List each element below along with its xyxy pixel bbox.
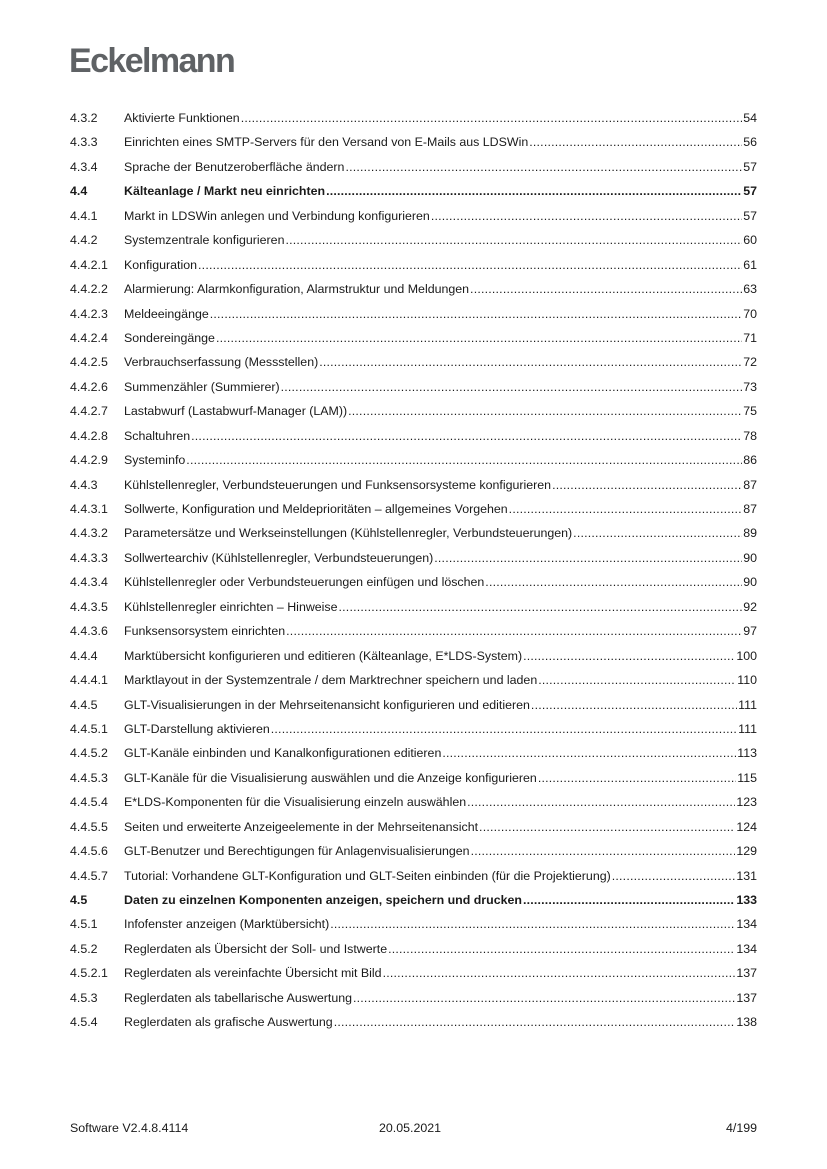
- toc-entry[interactable]: [70, 989, 757, 1013]
- toc-section-title[interactable]: Lastabwurf (Lastabwurf-Manager (LAM)): [124, 404, 348, 419]
- toc-dot-leader: [210, 305, 742, 324]
- toc-section-number: 4.4.5.6: [70, 844, 108, 859]
- toc-section-title[interactable]: Reglerdaten als vereinfachte Übersicht mit Bild: [124, 966, 382, 981]
- toc-entry[interactable]: [70, 109, 757, 133]
- toc-entry[interactable]: [70, 549, 757, 573]
- toc-entry[interactable]: [70, 915, 757, 939]
- toc-section-number: 4.4.5: [70, 697, 98, 712]
- toc-section-number: 4.4.2.6: [70, 379, 108, 394]
- toc-entry[interactable]: [70, 158, 757, 182]
- toc-section-title[interactable]: Reglerdaten als Übersicht der Soll- und Istwerte: [124, 941, 388, 956]
- toc-dot-leader: [442, 744, 736, 763]
- toc-entry[interactable]: [70, 793, 757, 817]
- footer-date: 20.05.2021: [379, 1121, 442, 1135]
- toc-section-title[interactable]: Kühlstellenregler oder Verbundsteuerungen einfügen und löschen: [124, 575, 485, 590]
- toc-section-title[interactable]: Meldeeingänge: [124, 306, 209, 321]
- toc-section-title[interactable]: Seiten und erweiterte Anzeigeelemente in der Mehrseitenansicht: [124, 819, 479, 834]
- toc-entry[interactable]: [70, 451, 757, 475]
- toc-entry[interactable]: [70, 720, 757, 744]
- toc-section-number: 4.4.2.5: [70, 355, 108, 370]
- table-of-contents: [70, 109, 757, 1038]
- toc-section-number: 4.3.2: [70, 111, 98, 125]
- toc-page-number[interactable]: 100: [736, 648, 757, 663]
- toc-page-number[interactable]: 90: [743, 575, 757, 590]
- toc-section-number: 4.4.1: [70, 208, 98, 223]
- toc-section-title[interactable]: Infofenster anzeigen (Marktübersicht): [124, 917, 330, 932]
- toc-dot-leader: [531, 696, 737, 715]
- toc-entry[interactable]: [70, 769, 757, 793]
- toc-page-number[interactable]: 78: [743, 428, 757, 443]
- toc-page-number[interactable]: 131: [736, 868, 757, 883]
- toc-page-number[interactable]: 54: [743, 111, 757, 125]
- toc-entry[interactable]: [70, 671, 757, 695]
- toc-section-number: 4.4.3: [70, 477, 98, 492]
- toc-section-title[interactable]: Kälteanlage / Markt neu einrichten: [124, 184, 326, 199]
- toc-entry[interactable]: [70, 305, 757, 329]
- toc-dot-leader: [523, 647, 735, 666]
- toc-page-number[interactable]: 137: [736, 990, 757, 1005]
- toc-section-number: 4.4.5.1: [70, 721, 108, 736]
- toc-section-number: 4.5.1: [70, 917, 98, 932]
- toc-section-number: 4.4.2.7: [70, 404, 108, 419]
- toc-entry[interactable]: [70, 1013, 757, 1037]
- toc-dot-leader: [552, 476, 742, 495]
- toc-section-title[interactable]: E*LDS-Komponenten für die Visualisierung einzeln auswählen: [124, 795, 467, 810]
- toc-entry[interactable]: [70, 280, 757, 304]
- toc-entry[interactable]: [70, 182, 757, 206]
- toc-entry[interactable]: [70, 256, 757, 280]
- toc-dot-leader: [191, 427, 742, 446]
- toc-section-number: 4.4.4.1: [70, 673, 108, 688]
- toc-section-number: 4.4.5.3: [70, 770, 108, 785]
- toc-dot-leader: [330, 915, 735, 934]
- toc-page-number[interactable]: 134: [736, 941, 757, 956]
- toc-entry[interactable]: [70, 891, 757, 915]
- toc-section-title[interactable]: Systeminfo: [124, 453, 186, 468]
- toc-dot-leader: [198, 256, 742, 275]
- toc-entry[interactable]: [70, 378, 757, 402]
- toc-dot-leader: [471, 842, 736, 861]
- toc-entry[interactable]: [70, 964, 757, 988]
- toc-section-number: 4.4.2.2: [70, 282, 108, 297]
- toc-section-title[interactable]: Marktlayout in der Systemzentrale / dem Marktrechner speichern und laden: [124, 673, 538, 688]
- toc-dot-leader: [345, 158, 742, 177]
- toc-section-number: 4.4.5.7: [70, 868, 108, 883]
- toc-section-number: 4.5.3: [70, 990, 98, 1005]
- toc-section-title[interactable]: GLT-Visualisierungen in der Mehrseitenansicht konfigurieren und editieren: [124, 697, 530, 712]
- toc-page-number[interactable]: 71: [743, 330, 757, 345]
- toc-page-number[interactable]: 113: [737, 746, 757, 761]
- toc-dot-leader: [431, 207, 742, 226]
- toc-section-title[interactable]: Markt in LDSWin anlegen und Verbindung konfigurieren: [124, 208, 430, 223]
- toc-entry[interactable]: [70, 329, 757, 353]
- toc-section-number: 4.4: [70, 184, 88, 199]
- toc-page-number[interactable]: 56: [743, 135, 757, 150]
- toc-dot-leader: [216, 329, 742, 348]
- toc-page-number[interactable]: 115: [737, 770, 757, 785]
- toc-entry[interactable]: [70, 500, 757, 524]
- toc-dot-leader: [538, 769, 736, 788]
- toc-page-number[interactable]: 87: [743, 502, 757, 516]
- toc-entry[interactable]: [70, 867, 757, 891]
- toc-section-number: 4.4.2.4: [70, 330, 108, 345]
- eckelmann-logo: Eckelmann: [69, 42, 235, 80]
- toc-section-number: 4.4.5.2: [70, 746, 108, 761]
- toc-section-number: 4.4.3.2: [70, 526, 108, 541]
- toc-entry[interactable]: [70, 622, 757, 646]
- toc-section-title[interactable]: Sollwertearchiv (Kühlstellenregler, Verbundsteuerungen): [124, 550, 434, 565]
- toc-section-title[interactable]: Sondereingänge: [124, 330, 215, 345]
- toc-page-number[interactable]: 72: [743, 355, 757, 370]
- toc-section-title[interactable]: Alarmierung: Alarmkonfiguration, Alarmstruktur und Meldungen: [124, 282, 470, 297]
- toc-section-number: 4.4.3.6: [70, 624, 108, 639]
- toc-section-title[interactable]: Summenzähler (Summierer): [124, 379, 280, 394]
- toc-page-number[interactable]: 75: [743, 404, 757, 419]
- toc-section-title[interactable]: Systemzentrale konfigurieren: [124, 233, 285, 248]
- toc-section-title[interactable]: Sprache der Benutzeroberfläche ändern: [124, 159, 345, 174]
- toc-section-title[interactable]: Parametersätze und Werkseinstellungen (Kühlstellenregler, Verbundsteuerungen): [124, 526, 573, 541]
- toc-section-title[interactable]: Einrichten eines SMTP-Servers für den Versand von E-Mails aus LDSWin: [124, 135, 529, 150]
- toc-page-number[interactable]: 123: [736, 795, 757, 810]
- toc-section-title[interactable]: Schaltuhren: [124, 428, 191, 443]
- toc-page-number[interactable]: 92: [743, 599, 757, 614]
- toc-dot-leader: [281, 378, 743, 397]
- toc-section-number: 4.4.2.3: [70, 306, 108, 321]
- toc-page-number[interactable]: 137: [736, 966, 757, 981]
- toc-section-title[interactable]: Verbrauchserfassung (Messstellen): [124, 355, 319, 370]
- toc-dot-leader: [467, 793, 735, 812]
- toc-dot-leader: [339, 598, 743, 617]
- toc-section-number: 4.4.5.4: [70, 795, 108, 810]
- toc-dot-leader: [319, 353, 742, 372]
- toc-section-title[interactable]: Aktivierte Funktionen: [124, 111, 240, 125]
- toc-entry[interactable]: [70, 598, 757, 622]
- toc-section-number: 4.4.2.1: [70, 257, 108, 272]
- toc-dot-leader: [509, 500, 743, 519]
- toc-dot-leader: [326, 182, 742, 201]
- toc-dot-leader: [538, 671, 736, 690]
- toc-section-title[interactable]: GLT-Benutzer und Berechtigungen für Anlagenvisualisierungen: [124, 844, 470, 859]
- toc-entry[interactable]: [70, 133, 757, 157]
- toc-page-number[interactable]: 133: [736, 893, 757, 907]
- toc-page-number[interactable]: 89: [743, 526, 757, 541]
- toc-dot-leader: [271, 720, 737, 739]
- toc-section-number: 4.4.2.8: [70, 428, 108, 443]
- toc-section-number: 4.5.2.1: [70, 966, 108, 981]
- toc-page-number[interactable]: 86: [743, 453, 757, 468]
- toc-section-title[interactable]: Marktübersicht konfigurieren und editieren (Kälteanlage, E*LDS-System): [124, 648, 523, 663]
- toc-section-title[interactable]: Daten zu einzelnen Komponenten anzeigen, speichern und drucken: [124, 893, 522, 907]
- toc-page-number[interactable]: 61: [743, 257, 757, 272]
- toc-page-number[interactable]: 63: [743, 282, 757, 297]
- toc-page-number[interactable]: 87: [743, 477, 757, 492]
- toc-section-number: 4.4.3.1: [70, 502, 108, 516]
- toc-entry[interactable]: [70, 353, 757, 377]
- toc-dot-leader: [286, 622, 742, 641]
- toc-dot-leader: [529, 133, 742, 152]
- toc-section-title[interactable]: Funksensorsystem einrichten: [124, 624, 286, 639]
- toc-page-number[interactable]: 57: [743, 184, 757, 199]
- toc-dot-leader: [434, 549, 742, 568]
- toc-section-number: 4.5.4: [70, 1015, 98, 1030]
- toc-entry[interactable]: [70, 427, 757, 451]
- toc-section-title[interactable]: GLT-Darstellung aktivieren: [124, 721, 270, 736]
- toc-page-number[interactable]: 124: [736, 819, 757, 834]
- toc-page-number[interactable]: 134: [736, 917, 757, 932]
- toc-entry[interactable]: [70, 744, 757, 768]
- toc-section-number: 4.4.3.3: [70, 550, 108, 565]
- toc-page-number[interactable]: 129: [736, 844, 757, 859]
- toc-entry[interactable]: [70, 207, 757, 231]
- toc-entry[interactable]: [70, 842, 757, 866]
- toc-entry[interactable]: [70, 647, 757, 671]
- toc-section-title[interactable]: GLT-Kanäle einbinden und Kanalkonfigurationen editieren: [124, 746, 442, 761]
- toc-dot-leader: [348, 402, 742, 421]
- toc-dot-leader: [573, 524, 742, 543]
- toc-section-number: 4.4.2: [70, 233, 98, 248]
- toc-dot-leader: [485, 573, 742, 592]
- toc-page-number[interactable]: 111: [738, 697, 757, 712]
- toc-entry[interactable]: [70, 524, 757, 548]
- toc-section-number: 4.3.3: [70, 135, 98, 150]
- toc-section-title[interactable]: Reglerdaten als grafische Auswertung: [124, 1015, 333, 1030]
- toc-page-number[interactable]: 70: [743, 306, 757, 321]
- toc-page-number[interactable]: 60: [743, 233, 757, 248]
- toc-section-title[interactable]: Reglerdaten als tabellarische Auswertung: [124, 990, 352, 1005]
- toc-section-number: 4.4.3.4: [70, 575, 108, 590]
- toc-entry[interactable]: [70, 231, 757, 255]
- toc-section-title[interactable]: GLT-Kanäle für die Visualisierung auswählen und die Anzeige konfigurieren: [124, 770, 537, 785]
- toc-page-number[interactable]: 57: [743, 208, 757, 223]
- toc-section-title[interactable]: Sollwerte, Konfiguration und Meldeprioritäten – allgemeines Vorgehen: [124, 502, 508, 516]
- toc-page-number[interactable]: 138: [736, 1015, 757, 1030]
- toc-dot-leader: [186, 451, 742, 470]
- toc-section-title[interactable]: Tutorial: Vorhandene GLT-Konfiguration und GLT-Seiten einbinden (für die Projektierung): [124, 868, 611, 883]
- toc-dot-leader: [353, 989, 735, 1008]
- toc-entry[interactable]: [70, 476, 757, 500]
- toc-section-number: 4.4.3.5: [70, 599, 108, 614]
- footer-page-indicator: 4/199: [725, 1121, 757, 1135]
- toc-page-number[interactable]: 90: [743, 550, 757, 565]
- toc-page-number[interactable]: 97: [743, 624, 757, 639]
- toc-dot-leader: [285, 231, 742, 250]
- toc-page-number[interactable]: 73: [743, 379, 757, 394]
- toc-section-title[interactable]: Kühlstellenregler, Verbundsteuerungen und Funksensorsysteme konfigurieren: [124, 477, 552, 492]
- footer-software-version: Software V2.4.8.4114: [70, 1121, 189, 1135]
- toc-entry[interactable]: [70, 818, 757, 842]
- toc-section-title[interactable]: Konfiguration: [124, 257, 198, 272]
- toc-section-title[interactable]: Kühlstellenregler einrichten – Hinweise: [124, 599, 338, 614]
- toc-page-number[interactable]: 57: [743, 159, 757, 174]
- toc-dot-leader: [523, 891, 735, 910]
- toc-page-number[interactable]: 110: [737, 673, 757, 688]
- toc-dot-leader: [470, 280, 742, 299]
- toc-section-number: 4.5.2: [70, 941, 98, 956]
- toc-dot-leader: [388, 940, 735, 959]
- toc-section-number: 4.4.4: [70, 648, 98, 663]
- toc-entry[interactable]: [70, 402, 757, 426]
- toc-entry[interactable]: [70, 696, 757, 720]
- toc-entry[interactable]: [70, 573, 757, 597]
- toc-dot-leader: [241, 109, 743, 128]
- page-footer: [70, 1121, 757, 1139]
- toc-dot-leader: [383, 964, 736, 983]
- toc-section-number: 4.4.2.9: [70, 453, 108, 468]
- toc-dot-leader: [334, 1013, 736, 1032]
- toc-dot-leader: [612, 867, 736, 886]
- toc-dot-leader: [479, 818, 735, 837]
- toc-section-number: 4.3.4: [70, 159, 98, 174]
- toc-entry[interactable]: [70, 940, 757, 964]
- toc-section-number: 4.4.5.5: [70, 819, 108, 834]
- toc-section-number: 4.5: [70, 893, 88, 907]
- toc-page-number[interactable]: 111: [738, 721, 757, 736]
